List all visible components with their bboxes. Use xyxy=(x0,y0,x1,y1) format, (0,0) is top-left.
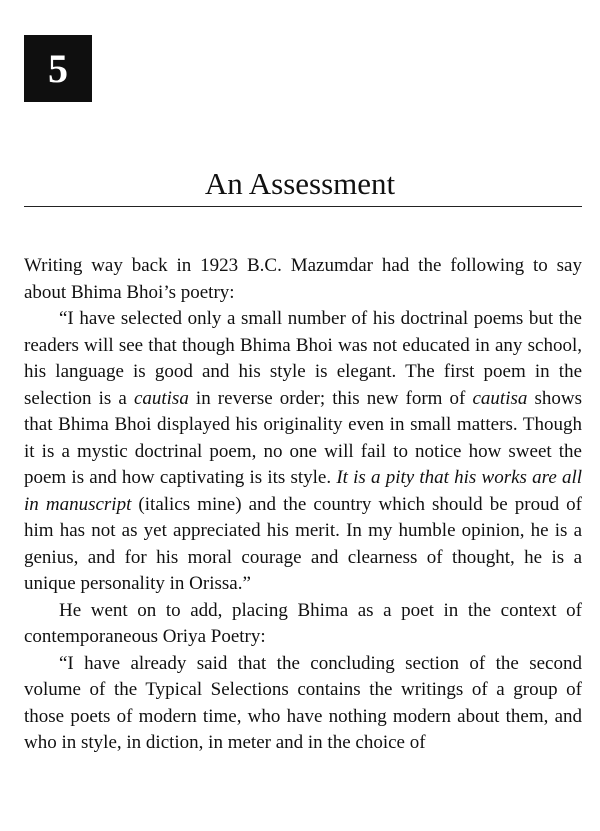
body-text xyxy=(24,253,582,757)
text-segment: “I have selected only a small number of his doctrinal poems but the readers will see that though Bhima Bhoi was not educated in any school, his language is good and his style is elegant. The first poem in the selection is a xyxy=(24,308,582,409)
italic-text: It is a pity that his works are all in manuscript xyxy=(24,467,583,515)
chapter-number: 5 xyxy=(48,46,68,91)
paragraph xyxy=(24,651,582,757)
italic-text: cautisa xyxy=(472,387,528,409)
text-segment: (italics mine) and the country which should be proud of him has not as yet appreciated his merit. In my humble opinion, he is a genius, and for his moral courage and clearness of thought, he is a unique personality in Orissa.” xyxy=(24,493,582,594)
paragraph xyxy=(24,253,582,306)
paragraph xyxy=(24,598,582,651)
chapter-title: An Assessment xyxy=(204,166,396,201)
text-segment: Writing way back in 1923 B.C. Mazumdar had the following to say about Bhima Bhoi’s poetry: xyxy=(24,255,582,303)
paragraph xyxy=(24,306,582,598)
chapter-number-box xyxy=(24,35,92,102)
text-segment: He went on to add, placing Bhima as a poet in the context of contemporaneous Oriya Poetry: xyxy=(24,599,582,647)
italic-text: cautisa xyxy=(133,387,189,409)
text-segment: in reverse order; this new form of xyxy=(188,387,473,409)
title-divider xyxy=(24,206,582,207)
text-segment: “I have already said that the concluding section of the second volume of the Typical Selections contains the writings of a group of those poets of modern time, who have nothing modern about them, and who in style, in diction, in meter and in the choice of xyxy=(24,652,582,753)
text-segment: shows that Bhima Bhoi displayed his originality even in small matters. Though it is a mystic doctrinal poem, no one will fail to notice how sweet the poem is and how captivating is its style. xyxy=(24,387,583,488)
